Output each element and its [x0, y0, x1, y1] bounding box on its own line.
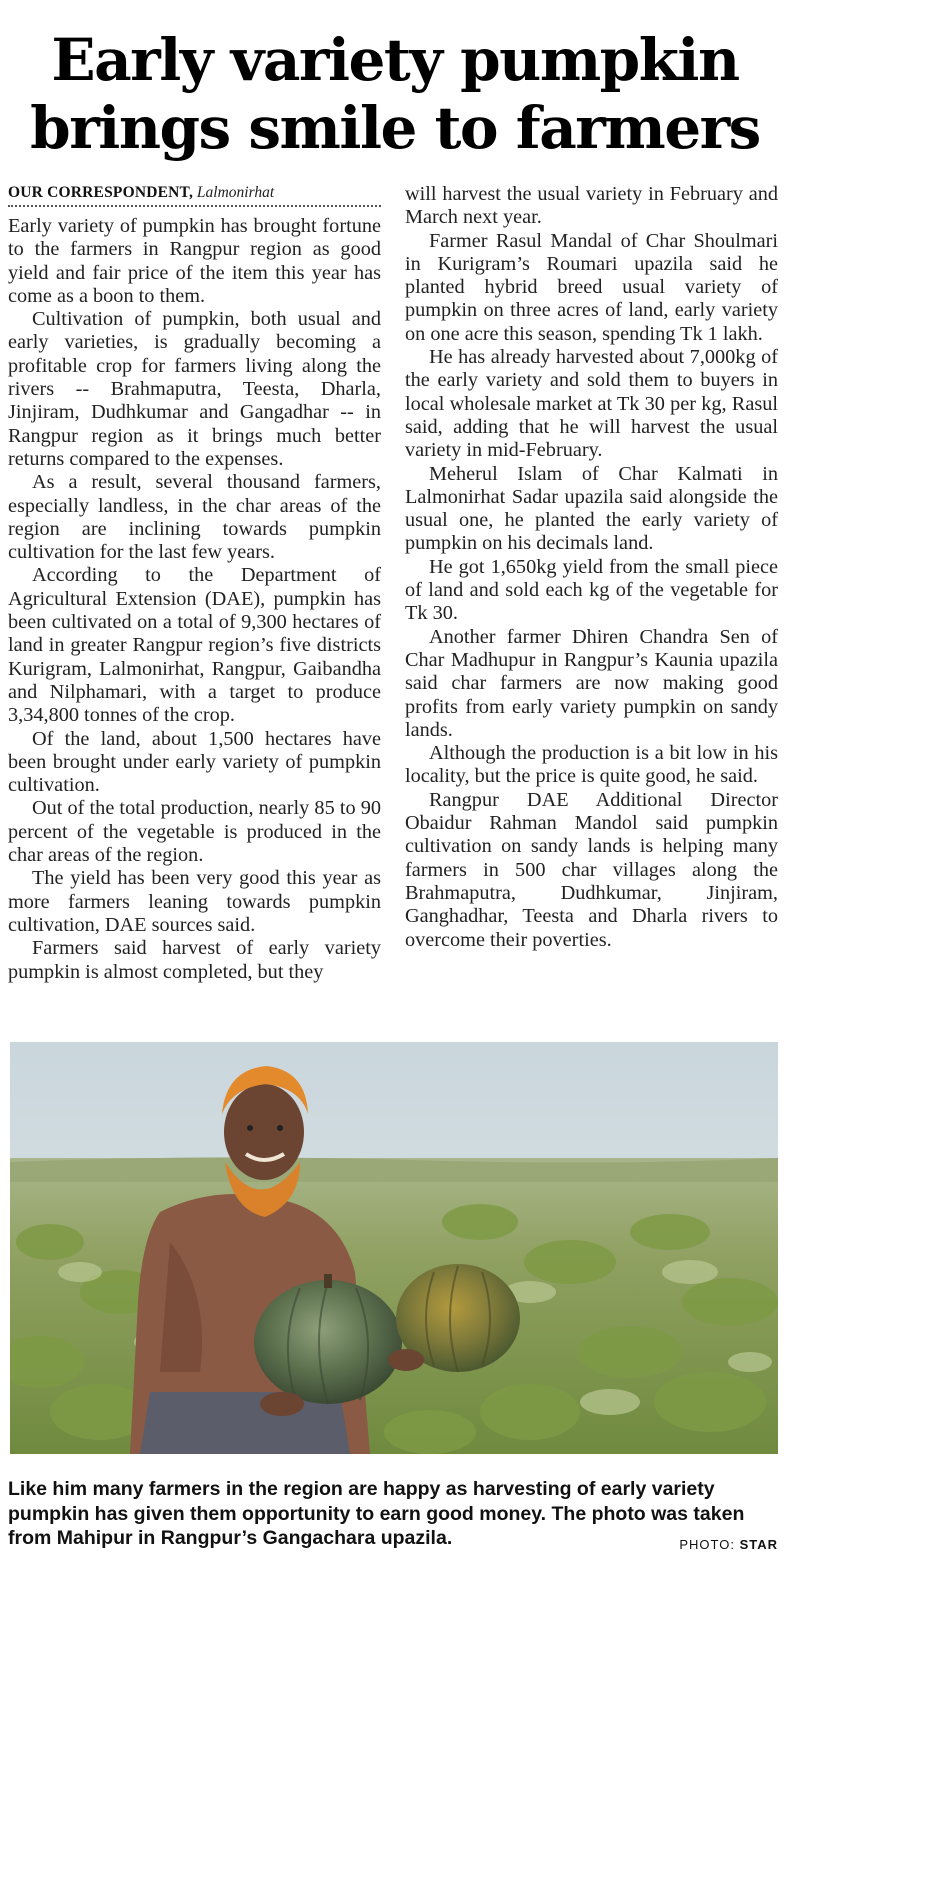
paragraph: Early variety of pumpkin has brought fortune to the farmers in Rangpur region as good yield and fair price of the item this year has come as a boon to them. [8, 215, 381, 307]
paragraph: The yield has been very good this year as more farmers leaning towards pumpkin cultivation, DAE sources said. [8, 867, 381, 936]
byline-location: Lalmonirhat [196, 184, 275, 201]
paragraph: Another farmer Dhiren Chandra Sen of Char Madhupur in Rangpur’s Kaunia upazila said char farmers are now making good profits from early variety pumpkin on sandy lands. [405, 625, 778, 741]
paragraph: As a result, several thousand farmers, especially landless, in the char areas of the region are inclining towards pumpkin cultivation for the last few years. [8, 471, 381, 564]
paragraph: Rangpur DAE Additional Director Obaidur Rahman Mandol said pumpkin cultivation on sandy lands is helping many farmers in 500 char villages along the Brahmaputra, Dudhkumar, Jinjiram, Ganghadhar, Teesta and Dharla rivers to overcome their poverties. [405, 788, 778, 951]
paragraph: According to the Department of Agricultural Extension (DAE), pumpkin has been cultivated on a total of 9,300 hectares of land in greater Rangpur region’s five districts Kurigram, Lalmonirhat, Rangpur, Gaibandha and Nilphamari, with a target to produce 3,34,800 tonnes of the crop. [8, 564, 381, 727]
paragraph: He has already harvested about 7,000kg of the early variety and sold them to buyers in local wholesale market at Tk 30 per kg, Rasul said, adding that he will harvest the usual variety in mid-February. [405, 346, 778, 462]
paragraph: He got 1,650kg yield from the small piece of land and sold each kg of the vegetable for Tk 30. [405, 555, 778, 625]
headline-line-2: brings smile to farmers [30, 94, 760, 162]
paragraph: Of the land, about 1,500 hectares have been brought under early variety of pumpkin cultivation. [8, 727, 381, 797]
paragraph: will harvest the usual variety in February and March next year. [405, 183, 778, 229]
paragraph: Farmers said harvest of early variety pumpkin is almost completed, but they [8, 937, 381, 983]
byline [8, 183, 381, 207]
photo-credit [679, 1537, 778, 1552]
byline-name: OUR CORRESPONDENT, [8, 184, 194, 201]
paragraph: Out of the total production, nearly 85 to 90 percent of the vegetable is produced in the char areas of the region. [8, 797, 381, 867]
paragraph: Farmer Rasul Mandal of Char Shoulmari in Kurigram’s Roumari upazila said he planted hybrid breed usual variety of pumpkin on three acres of land, early variety on one acre this season, spending Tk 1 lakh. [405, 229, 778, 345]
paragraph: Meherul Islam of Char Kalmati in Lalmonirhat Sadar upazila said alongside the usual one, he planted the early variety of pumpkin on his decimals land. [405, 462, 778, 555]
article-column-left [8, 183, 381, 984]
headline [0, 26, 790, 162]
paragraph: Cultivation of pumpkin, both usual and early varieties, is gradually becoming a profitable crop for farmers living along the rivers -- Brahmaputra, Teesta, Dharla, Jinjiram, Dudhkumar and Gangadhar -- in Rangpur region as it brings much better returns compared to the expenses. [8, 308, 381, 470]
photo-credit-source: STAR [739, 1537, 778, 1552]
article-column-right [405, 183, 778, 952]
photo-caption: Like him many farmers in the region are happy as harvesting of early variety pumpkin has given them opportunity to earn good money. The photo was taken from Mahipur in Rangpur’s Gangachara upazila. [8, 1478, 745, 1549]
farmer-photo [10, 1042, 778, 1454]
paragraph: Although the production is a bit low in his locality, but the price is quite good, he said. [405, 742, 778, 788]
photo-credit-label: PHOTO: [679, 1537, 735, 1552]
headline-line-1: Early variety pumpkin [51, 26, 739, 94]
